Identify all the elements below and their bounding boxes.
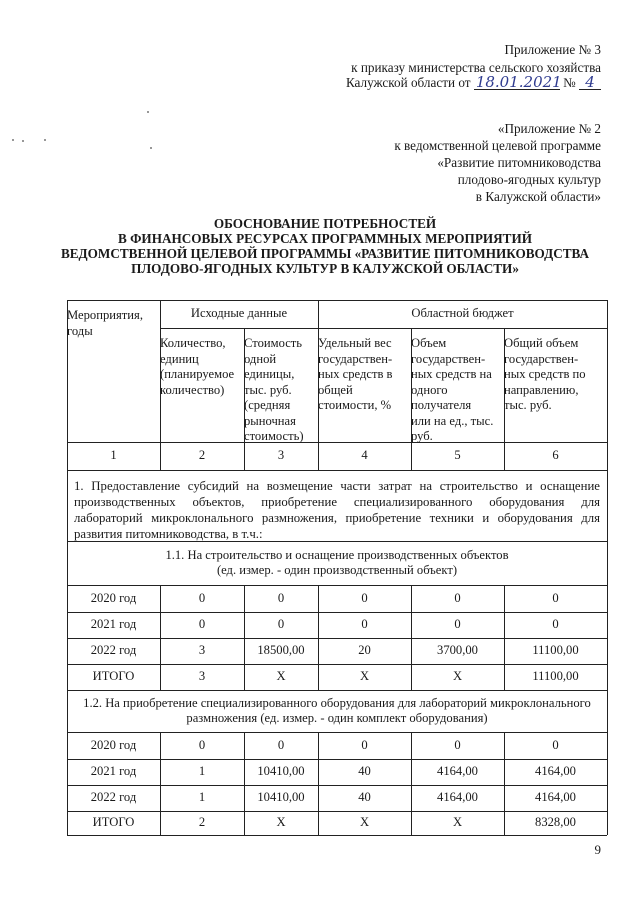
subsection-1-1-title [67, 541, 607, 585]
row-amount-per: 0 [454, 590, 461, 605]
row-total: 4164,00 [535, 790, 576, 805]
row-quantity: 3 [198, 669, 206, 684]
row-share: 0 [361, 737, 368, 752]
row-year: 2022 год [90, 790, 137, 805]
row-share: Х [359, 669, 370, 684]
row-total: 11100,00 [532, 643, 579, 658]
row-quantity: 0 [198, 617, 206, 632]
row-unit-cost: 0 [277, 737, 285, 752]
row-amount-per: 4164,00 [437, 764, 478, 779]
row-quantity: 0 [198, 737, 206, 752]
subsection-1-2-line: размножения (ед. измер. - один комплект оборудования) [186, 711, 488, 725]
row-total: 0 [552, 590, 559, 605]
header-unit-cost-line: единицы, [244, 367, 295, 381]
column-number-2: 2 [198, 448, 206, 463]
header-events [67, 300, 160, 442]
scan-speck [147, 111, 149, 113]
row-share: 20 [358, 643, 371, 658]
header-unit-cost-line: одной [244, 351, 277, 366]
header-state-share-line: государствен- [318, 351, 393, 366]
row-unit-cost: 10410,00 [257, 790, 305, 805]
header-quantity [160, 328, 244, 442]
title-line-4: ПЛОДОВО-ЯГОДНЫХ КУЛЬТУР В КАЛУЖСКОЙ ОБЛАСТИ» [131, 261, 519, 276]
subsection-1-2-title [67, 690, 607, 732]
column-number-6: 6 [552, 448, 559, 463]
header-unit-cost [244, 328, 318, 442]
page-number: 9 [594, 842, 601, 857]
number-label: № [563, 75, 576, 90]
appendix-3-order: к приказу министерства сельского хозяйства [351, 60, 601, 75]
appendix-3-date-line [346, 74, 601, 92]
row-quantity: 0 [198, 590, 206, 605]
row-amount-per: 0 [454, 737, 461, 752]
header-unit-cost-line: (средняя [244, 398, 291, 412]
header-amount-per-recipient-line: ных средств на [411, 367, 492, 381]
header-total-amount-line: Общий объем [504, 336, 579, 350]
handwritten-number: 4 [579, 75, 601, 90]
header-state-share-line: ных средств в [318, 367, 393, 381]
header-quantity-line: (планируемое [160, 367, 235, 381]
header-amount-per-recipient-line: руб. [411, 429, 433, 443]
row-unit-cost: 0 [277, 617, 285, 632]
appendix-2-line-4: плодово-ягодных культур [457, 172, 601, 187]
row-unit-cost: Х [276, 815, 286, 830]
handwritten-date: 18.01.2021 [475, 73, 562, 91]
header-state-share-line: общей [318, 382, 353, 397]
column-number-4: 4 [361, 448, 368, 463]
row-share: 40 [358, 764, 371, 779]
column-number-3: 3 [277, 448, 285, 463]
table-border-bottom [67, 835, 607, 836]
header-quantity-line: Количество, [160, 336, 226, 350]
appendix-2-line-5: в Калужской области» [475, 189, 601, 204]
row-year: 2022 год [90, 643, 137, 658]
header-events-line: годы [67, 323, 93, 338]
appendix-2-line-3: «Развитие питомниководства [437, 155, 601, 170]
appendix-3-title: Приложение № 3 [504, 42, 601, 57]
title-line-1: ОБОСНОВАНИЕ ПОТРЕБНОСТЕЙ [213, 216, 437, 231]
header-source-data: Исходные данные [190, 306, 288, 321]
row-year: 2020 год [90, 737, 137, 752]
header-total-amount-line: государствен- [504, 351, 579, 366]
header-total-amount-line: направлению, [504, 382, 579, 397]
header-amount-per-recipient-line: одного [411, 382, 448, 397]
row-total: 0 [552, 737, 559, 752]
row-quantity: 1 [198, 790, 206, 805]
column-number-1: 1 [110, 448, 117, 463]
scan-speck [22, 140, 24, 142]
row-share: 0 [361, 590, 368, 605]
title-line-3: ВЕДОМСТВЕННОЙ ЦЕЛЕВОЙ ПРОГРАММЫ «РАЗВИТИЕ ПИТОМНИКОВОДСТВА [60, 246, 590, 261]
row-total: 11100,00 [532, 669, 579, 684]
header-state-share-line: Удельный вес [318, 336, 392, 350]
row-total: 4164,00 [535, 764, 576, 779]
row-year: 2021 год [90, 617, 137, 632]
section-1-description: 1. Предоставление субсидий на возмещение части затрат на строительство и оснащение производственных объектов, приобретение специализированного оборудования для лабораторий микроклонального размножения, приобретение техники и оборудования для развития питомниководства, в т.ч.: [74, 479, 600, 541]
header-unit-cost-line: стоимость) [244, 429, 304, 443]
header-state-share-line: стоимости, % [318, 398, 392, 412]
row-amount-per: 3700,00 [437, 643, 478, 658]
column-number-5: 5 [454, 448, 461, 463]
row-share: Х [359, 815, 370, 830]
row-year: ИТОГО [92, 815, 135, 830]
title-line-2: В ФИНАНСОВЫХ РЕСУРСАХ ПРОГРАММНЫХ МЕРОПРИЯТИЙ [118, 231, 532, 246]
appendix-2-line-2: к ведомственной целевой программе [394, 138, 601, 153]
row-amount-per: 0 [454, 617, 461, 632]
header-unit-cost-line: рыночная [244, 413, 296, 428]
scan-speck [150, 147, 152, 149]
header-regional-budget: Областной бюджет [411, 306, 514, 321]
row-quantity: 2 [198, 815, 206, 830]
header-total-amount-line: ных средств по [504, 367, 586, 381]
row-year: ИТОГО [92, 669, 135, 684]
header-amount-per-recipient-line: получателя [411, 398, 472, 412]
header-amount-per-recipient-line: или на ед., тыс. [411, 413, 494, 428]
subsection-1-1-line: (ед. измер. - один производственный объект) [216, 563, 458, 577]
row-amount-per: 4164,00 [437, 790, 478, 805]
row-unit-cost: 18500,00 [257, 643, 305, 658]
row-quantity: 3 [198, 643, 206, 658]
header-quantity-line: единиц [160, 351, 199, 366]
subsection-1-1-line: 1.1. На строительство и оснащение производственных объектов [165, 547, 509, 562]
row-unit-cost: 0 [277, 590, 285, 605]
header-total-amount-line: тыс. руб. [504, 398, 552, 412]
header-amount-per-recipient-line: государствен- [411, 351, 486, 366]
header-amount-per-recipient-line: Объем [411, 336, 447, 350]
row-year: 2020 год [90, 590, 137, 605]
table-border-right [607, 300, 608, 835]
header-events-line: Мероприятия, [67, 308, 143, 322]
row-unit-cost: 10410,00 [257, 764, 305, 779]
row-total: 8328,00 [535, 815, 576, 830]
header-amount-per-recipient [411, 328, 504, 442]
scan-speck [12, 139, 14, 141]
numbering-bottom-line [67, 470, 607, 471]
row-share: 40 [358, 790, 371, 805]
appendix-3-prefix: Калужской области от [345, 75, 471, 90]
row-amount-per: Х [452, 815, 463, 830]
row-share: 0 [361, 617, 368, 632]
header-quantity-line: количество) [160, 382, 225, 397]
row-quantity: 1 [198, 764, 206, 779]
row-total: 0 [552, 617, 559, 632]
header-state-share [318, 328, 411, 442]
row-unit-cost: Х [276, 669, 286, 684]
scan-speck [44, 139, 46, 141]
header-total-amount [504, 328, 607, 442]
appendix-2-line-1: «Приложение № 2 [497, 121, 601, 136]
header-unit-cost-line: Стоимость [244, 336, 303, 350]
row-amount-per: Х [452, 669, 463, 684]
subsection-1-2-line: 1.2. На приобретение специализированного оборудования для лабораторий микроклонального [83, 695, 591, 710]
row-year: 2021 год [90, 764, 137, 779]
header-unit-cost-line: тыс. руб. [244, 382, 292, 397]
